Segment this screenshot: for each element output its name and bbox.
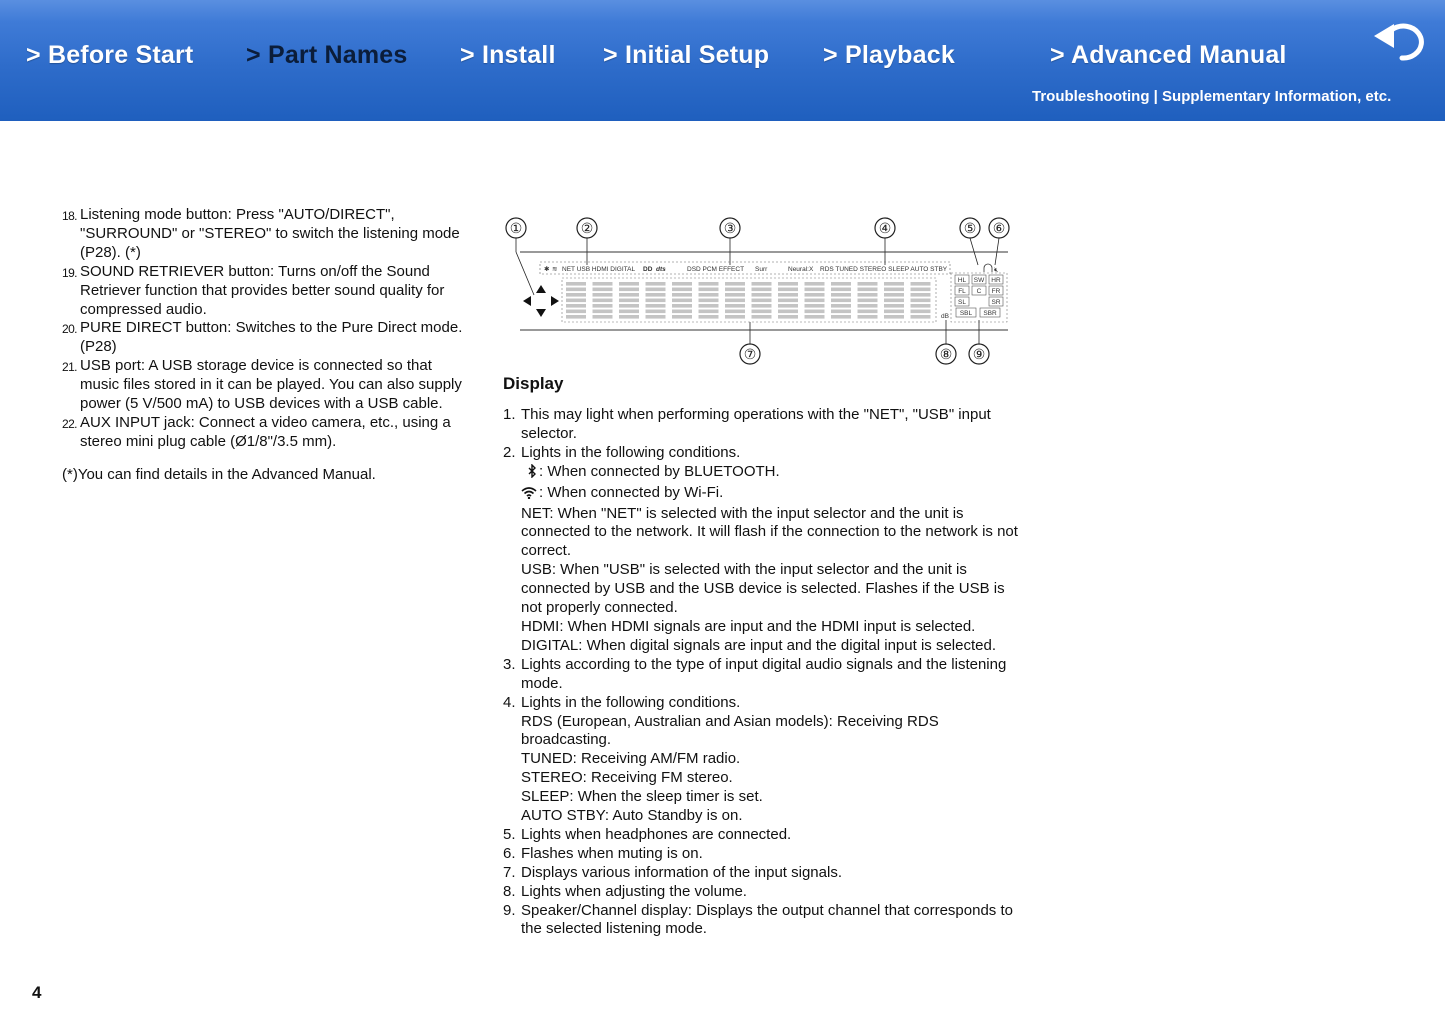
item-number: 9. — [503, 901, 516, 919]
section-heading: Display — [503, 374, 564, 393]
digital-description: DIGITAL: When digital signals are input and the digital input is selected. — [521, 636, 996, 654]
item-text: Listening mode button: Press "AUTO/DIRECT", "SURROUND" or "STEREO" to switch the listening mode (P28). (*) — [80, 206, 460, 261]
matrix-segment — [831, 299, 851, 303]
matrix-segment — [831, 304, 851, 308]
item-text: Flashes when muting is on. — [521, 844, 703, 862]
matrix-segment — [699, 293, 719, 297]
callout-5: ⑤ — [963, 220, 977, 236]
matrix-segment — [646, 293, 666, 297]
matrix-segment — [911, 282, 931, 286]
matrix-segment — [911, 304, 931, 308]
speaker-label-c: C — [976, 288, 982, 295]
item-number: 4. — [503, 693, 516, 711]
item-text: AUX INPUT jack: Connect a video camera, etc., using a stereo mini plug cable (Ø1/8"/3.5 mm). — [80, 413, 451, 450]
matrix-segment — [566, 310, 586, 314]
volume-db-label: dB — [941, 313, 949, 320]
item-number: 22. — [62, 416, 77, 431]
callout-8: ⑧ — [939, 346, 953, 362]
part-names-list-continued — [60, 206, 470, 485]
item-number: 5. — [503, 825, 516, 843]
matrix-segment — [911, 299, 931, 303]
nav-advanced-manual[interactable]: > Advanced Manual — [1050, 41, 1287, 69]
matrix-segment — [884, 293, 904, 297]
matrix-segment — [725, 315, 745, 319]
indicator-neural-x: Neural:X — [788, 266, 814, 273]
matrix-segment — [593, 293, 613, 297]
nav-initial-setup[interactable]: > Initial Setup — [603, 41, 770, 69]
callout-9: ⑨ — [972, 346, 986, 362]
list-item — [503, 883, 1023, 902]
item-text: SOUND RETRIEVER button: Turns on/off the Sound Retriever function that provides better sound quality for compressed audio. — [80, 262, 445, 318]
matrix-segment — [593, 315, 613, 319]
list-item — [503, 826, 1023, 845]
wifi-icon: ≋ — [552, 266, 558, 273]
bluetooth-icon: ✱ — [544, 266, 550, 273]
matrix-segment — [858, 304, 878, 308]
nav-before-start[interactable]: > Before Start — [26, 41, 194, 69]
matrix-segment — [672, 304, 692, 308]
matrix-segment — [646, 288, 666, 292]
matrix-segment — [725, 282, 745, 286]
speaker-label-sr: SR — [991, 299, 1001, 306]
matrix-segment — [672, 310, 692, 314]
item-text: Lights when headphones are connected. — [521, 825, 792, 843]
front-display-diagram — [500, 210, 1020, 370]
callout-1: ① — [509, 220, 523, 236]
matrix-segment — [752, 310, 772, 314]
matrix-segment — [672, 315, 692, 319]
footnote: (*)You can find details in the Advanced Manual. — [62, 465, 376, 483]
matrix-segment — [646, 310, 666, 314]
list-item — [60, 319, 470, 357]
speaker-label-hr: HR — [991, 277, 1001, 284]
speaker-label-fr: FR — [991, 288, 1001, 295]
callout-3: ③ — [723, 220, 737, 236]
matrix-segment — [699, 299, 719, 303]
matrix-segment — [884, 315, 904, 319]
speaker-label-sbl: SBL — [959, 310, 973, 317]
matrix-segment — [593, 299, 613, 303]
matrix-segment — [805, 304, 825, 308]
item-number: 1. — [503, 406, 516, 423]
return-arrow-icon[interactable] — [1370, 14, 1428, 68]
matrix-segment — [778, 304, 798, 308]
dolby-logo: DD — [643, 266, 653, 273]
item-number: 8. — [503, 882, 516, 900]
matrix-segment — [725, 288, 745, 292]
top-navigation — [0, 41, 1445, 71]
matrix-segment — [778, 293, 798, 297]
callout-7: ⑦ — [743, 346, 757, 362]
matrix-segment — [672, 288, 692, 292]
matrix-segment — [831, 288, 851, 292]
matrix-segment — [752, 315, 772, 319]
matrix-segment — [805, 282, 825, 286]
rds-description: RDS (European, Australian and Asian models): Receiving RDS broadcasting. — [521, 712, 939, 749]
matrix-segment — [619, 315, 639, 319]
matrix-segment — [725, 293, 745, 297]
item-number: 3. — [503, 655, 516, 673]
matrix-segment — [619, 310, 639, 314]
item-number: 21. — [62, 360, 77, 375]
list-item — [60, 263, 470, 320]
indicator-dsd-pcm-effect: DSD PCM EFFECT — [687, 266, 745, 273]
tuned-description: TUNED: Receiving AM/FM radio. — [521, 750, 741, 768]
list-item — [60, 206, 470, 263]
item-text: Lights in the following conditions. — [521, 693, 741, 711]
list-item — [503, 656, 1023, 694]
indicator-surr: Surr — [755, 266, 768, 273]
matrix-segment — [752, 288, 772, 292]
nav-part-names[interactable]: > Part Names — [246, 41, 408, 69]
nav-playback[interactable]: > Playback — [823, 41, 955, 69]
matrix-segment — [858, 293, 878, 297]
matrix-segment — [699, 282, 719, 286]
matrix-segment — [831, 310, 851, 314]
matrix-segment — [566, 304, 586, 308]
wifi-row — [521, 484, 1023, 505]
callout-4: ④ — [878, 220, 892, 236]
matrix-segment — [699, 310, 719, 314]
matrix-segment — [699, 304, 719, 308]
matrix-segment — [778, 299, 798, 303]
matrix-segment — [752, 293, 772, 297]
matrix-segment — [911, 293, 931, 297]
list-item — [60, 414, 470, 452]
sub-link-separator: | — [1149, 88, 1163, 105]
header-bar — [0, 0, 1445, 121]
item-text: PURE DIRECT button: Switches to the Pure Direct mode. (P28) — [80, 319, 463, 356]
matrix-segment — [619, 282, 639, 286]
link-supplementary-information[interactable]: Supplementary Information, etc. — [1162, 88, 1392, 105]
matrix-segment — [911, 310, 931, 314]
list-item — [503, 694, 1023, 826]
matrix-segment — [805, 293, 825, 297]
indicator-rds-tuned: RDS TUNED STEREO SLEEP AUTO STBY — [820, 266, 948, 273]
matrix-segment — [805, 288, 825, 292]
headphones-icon — [984, 264, 992, 272]
bluetooth-description: : When connected by BLUETOOTH. — [539, 462, 780, 480]
stereo-description: STEREO: Receiving FM stereo. — [521, 769, 733, 787]
matrix-segment — [884, 282, 904, 286]
matrix-segment — [831, 293, 851, 297]
matrix-segment — [778, 310, 798, 314]
svg-text:🔇︎: 🔇︎ — [994, 267, 999, 274]
speaker-channel-display — [955, 275, 1003, 317]
matrix-segment — [619, 288, 639, 292]
list-item — [503, 902, 1023, 940]
item-text: Lights when adjusting the volume. — [521, 882, 747, 900]
list-item — [503, 444, 1023, 656]
advanced-sub-links — [1032, 88, 1391, 105]
matrix-segment — [672, 293, 692, 297]
matrix-segment — [858, 288, 878, 292]
matrix-segment — [778, 282, 798, 286]
matrix-segment — [805, 299, 825, 303]
wifi-icon — [521, 486, 537, 505]
indicator-net-usb-hdmi-digital: NET USB HDMI DIGITAL — [562, 266, 636, 273]
matrix-segment — [778, 315, 798, 319]
speaker-label-fl: FL — [958, 288, 966, 295]
matrix-segment — [646, 282, 666, 286]
list-item — [503, 864, 1023, 883]
matrix-segment — [752, 299, 772, 303]
matrix-segment — [831, 315, 851, 319]
link-troubleshooting[interactable]: Troubleshooting — [1032, 88, 1150, 105]
matrix-segment — [646, 315, 666, 319]
wifi-description: : When connected by Wi-Fi. — [539, 483, 724, 501]
matrix-segment — [619, 304, 639, 308]
bluetooth-icon — [527, 464, 537, 484]
list-item — [503, 845, 1023, 864]
bluetooth-row — [521, 463, 1023, 484]
matrix-segment — [699, 288, 719, 292]
speaker-label-sl: SL — [958, 299, 966, 306]
sleep-description: SLEEP: When the sleep timer is set. — [521, 788, 763, 806]
matrix-segment — [672, 282, 692, 286]
matrix-segment — [858, 282, 878, 286]
item-text: Displays various information of the input signals. — [521, 863, 842, 881]
item-number: 20. — [62, 322, 77, 337]
usb-description: USB: When "USB" is selected with the input selector and the unit is connected by USB and the USB device is selected. Flashes if the USB is not properly connected. — [521, 561, 1005, 617]
cursor-arrows-icon — [523, 285, 559, 317]
item-number: 19. — [62, 265, 77, 280]
matrix-segment — [593, 310, 613, 314]
matrix-segment — [725, 310, 745, 314]
matrix-segment — [884, 299, 904, 303]
matrix-segment — [752, 304, 772, 308]
display-section — [503, 374, 1023, 939]
matrix-segment — [911, 288, 931, 292]
page-number: 4 — [32, 983, 42, 1002]
matrix-segment — [699, 315, 719, 319]
item-number: 18. — [62, 209, 77, 223]
auto-stby-description: AUTO STBY: Auto Standby is on. — [521, 807, 743, 825]
speaker-label-sw: SW — [973, 277, 985, 284]
item-number: 7. — [503, 863, 516, 881]
matrix-segment — [566, 282, 586, 286]
item-number: 2. — [503, 443, 516, 461]
net-description: NET: When "NET" is selected with the input selector and the unit is connected to the network. It will flash if the connection to the network is not correct. — [521, 504, 1018, 560]
nav-install[interactable]: > Install — [460, 41, 556, 69]
matrix-segment — [566, 315, 586, 319]
list-item — [503, 406, 1023, 444]
matrix-segment — [805, 315, 825, 319]
matrix-segment — [884, 304, 904, 308]
matrix-segment — [858, 310, 878, 314]
matrix-segment — [725, 299, 745, 303]
matrix-segment — [831, 282, 851, 286]
matrix-segment — [566, 288, 586, 292]
matrix-segment — [858, 315, 878, 319]
matrix-segment — [858, 299, 878, 303]
matrix-segment — [725, 304, 745, 308]
character-display — [566, 282, 931, 319]
matrix-segment — [805, 310, 825, 314]
item-text: This may light when performing operations with the "NET", "USB" input selector. — [521, 406, 991, 442]
callout-6: ⑥ — [992, 220, 1006, 236]
matrix-segment — [646, 299, 666, 303]
matrix-segment — [619, 299, 639, 303]
matrix-segment — [752, 282, 772, 286]
item-text: Lights according to the type of input digital audio signals and the listening mode. — [521, 655, 1007, 692]
matrix-segment — [778, 288, 798, 292]
list-item — [60, 357, 470, 414]
matrix-segment — [646, 304, 666, 308]
matrix-segment — [911, 315, 931, 319]
matrix-segment — [566, 293, 586, 297]
speaker-label-hl: HL — [957, 277, 967, 284]
dts-logo: dts — [656, 266, 666, 273]
speaker-label-sbr: SBR — [983, 310, 997, 317]
item-text: Lights in the following conditions. — [521, 443, 741, 461]
matrix-segment — [884, 310, 904, 314]
callout-2: ② — [580, 220, 594, 236]
matrix-segment — [619, 293, 639, 297]
item-number: 6. — [503, 844, 516, 862]
matrix-segment — [672, 299, 692, 303]
item-text: Speaker/Channel display: Displays the output channel that corresponds to the selected listening mode. — [521, 901, 1013, 938]
matrix-segment — [884, 288, 904, 292]
matrix-segment — [593, 304, 613, 308]
matrix-segment — [593, 288, 613, 292]
matrix-segment — [566, 299, 586, 303]
hdmi-description: HDMI: When HDMI signals are input and the HDMI input is selected. — [521, 617, 976, 635]
item-text: USB port: A USB storage device is connected so that music files stored in it can be played. You can also supply power (5 V/500 mA) to USB devices with a USB cable. — [80, 357, 462, 413]
matrix-segment — [593, 282, 613, 286]
